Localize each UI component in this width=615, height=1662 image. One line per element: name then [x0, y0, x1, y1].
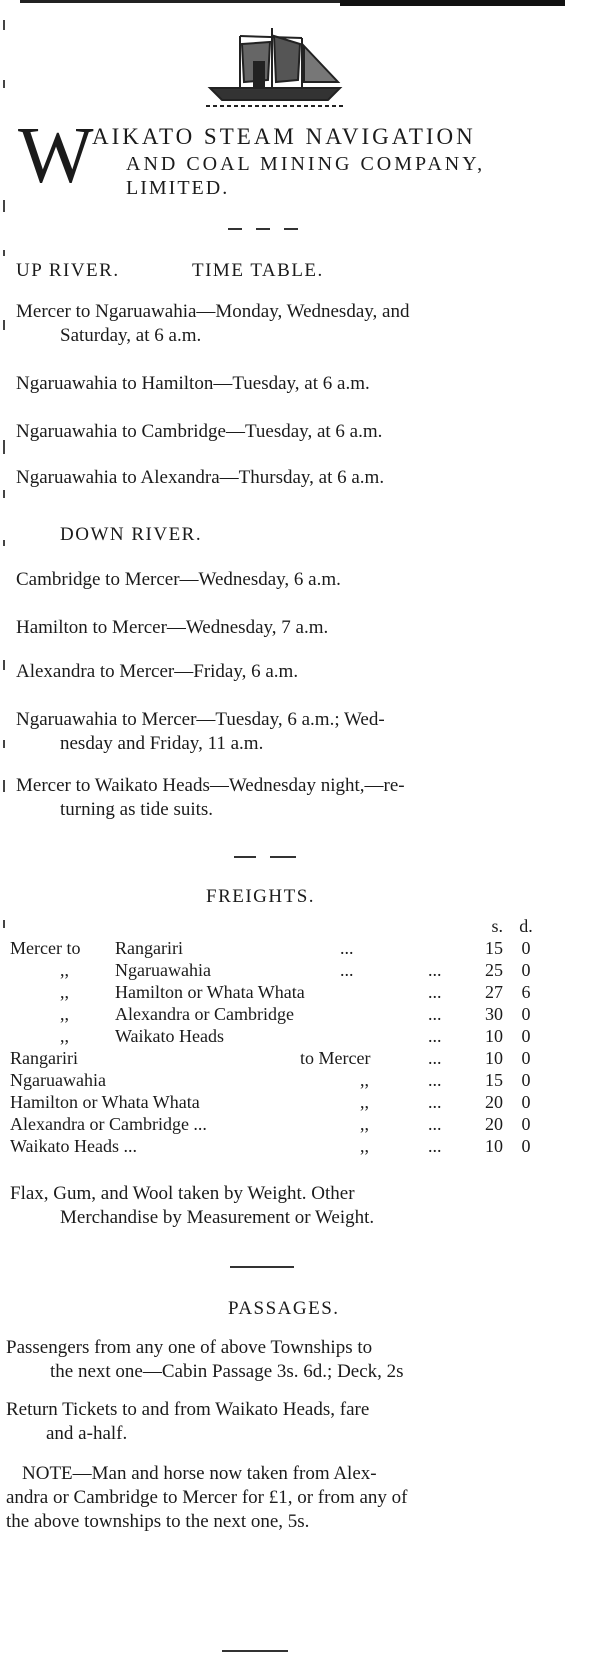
- table-row: Hamilton or Whata Whata ,, ... 20 0: [10, 1092, 531, 1112]
- up-river-entry: Ngaruawahia to Alexandra—Thursday, at 6 a.m.: [16, 467, 385, 488]
- table-row: Mercer to Rangariri ... 15 0: [10, 938, 531, 958]
- up-river-entry: Ngaruawahia to Cambridge—Tuesday, at 6 a.m.: [16, 421, 383, 442]
- column-shillings: s.: [491, 916, 503, 936]
- down-river-entry: Cambridge to Mercer—Wednesday, 6 a.m.: [16, 569, 341, 590]
- table-row: ,, Hamilton or Whata Whata ... 27 6: [60, 982, 531, 1002]
- freight-note: Flax, Gum, and Wool taken by Weight. Other Merchandise by Measurement or Weight.: [10, 1183, 375, 1228]
- section-divider: [234, 856, 298, 858]
- table-row: ,, Alexandra or Cambridge ... 30 0: [60, 1004, 531, 1024]
- top-border-rule: [20, 0, 565, 8]
- freights-title: FREIGHTS.: [206, 886, 316, 907]
- section-divider: [230, 1266, 294, 1268]
- table-row: Rangariri to Mercer ... 10 0: [10, 1048, 531, 1068]
- section-divider: [222, 1650, 288, 1652]
- column-pence: d.: [519, 916, 533, 936]
- up-river-entry: Mercer to Ngaruawahia—Monday, Wednesday, and Saturday, at 6 a.m.: [16, 301, 410, 346]
- down-river-entry: Hamilton to Mercer—Wednesday, 7 a.m.: [16, 617, 329, 638]
- down-river-entry: Ngaruawahia to Mercer—Tuesday, 6 a.m.; Wed- nesday and Friday, 11 a.m.: [16, 709, 385, 754]
- passage-note: NOTE—Man and horse now taken from Alex- andra or Cambridge to Mercer for £1, or from any of the above townships to the next one, 5s.: [6, 1463, 408, 1532]
- section-divider: [228, 228, 298, 230]
- up-river-label: UP RIVER.: [16, 260, 120, 281]
- company-title: AIKATO STEAM NAVIGATION: [92, 124, 476, 149]
- timetable-label: TIME TABLE.: [192, 260, 324, 281]
- return-tickets: Return Tickets to and from Waikato Heads, fare and a-half.: [6, 1399, 370, 1444]
- table-row: ,, Ngaruawahia ... ... 25 0: [60, 960, 531, 980]
- down-river-entry: Alexandra to Mercer—Friday, 6 a.m.: [16, 661, 299, 682]
- passage-fares: Passengers from any one of above Townships to the next one—Cabin Passage 3s. 6d.; Deck, 2s: [6, 1337, 404, 1382]
- company-title-line3: LIMITED.: [126, 177, 230, 199]
- freight-header-row: [10, 916, 590, 938]
- passages-title: PASSAGES.: [228, 1298, 340, 1319]
- up-river-entry: Ngaruawahia to Hamilton—Tuesday, at 6 a.m.: [16, 373, 370, 394]
- drop-cap: W: [18, 112, 90, 200]
- left-margin-dashes: [2, 20, 8, 1500]
- company-title-line2: AND COAL MINING COMPANY,: [126, 153, 486, 175]
- table-row: Waikato Heads ... ,, ... 10 0: [10, 1136, 531, 1156]
- table-row: Alexandra or Cambridge ... ,, ... 20 0: [10, 1114, 531, 1134]
- down-river-label: DOWN RIVER.: [60, 524, 203, 545]
- steamship-icon: [200, 22, 350, 110]
- table-row: Ngaruawahia ,, ... 15 0: [10, 1070, 531, 1090]
- table-row: ,, Waikato Heads ... 10 0: [60, 1026, 531, 1046]
- down-river-entry: Mercer to Waikato Heads—Wednesday night,—re- turning as tide suits.: [16, 775, 405, 820]
